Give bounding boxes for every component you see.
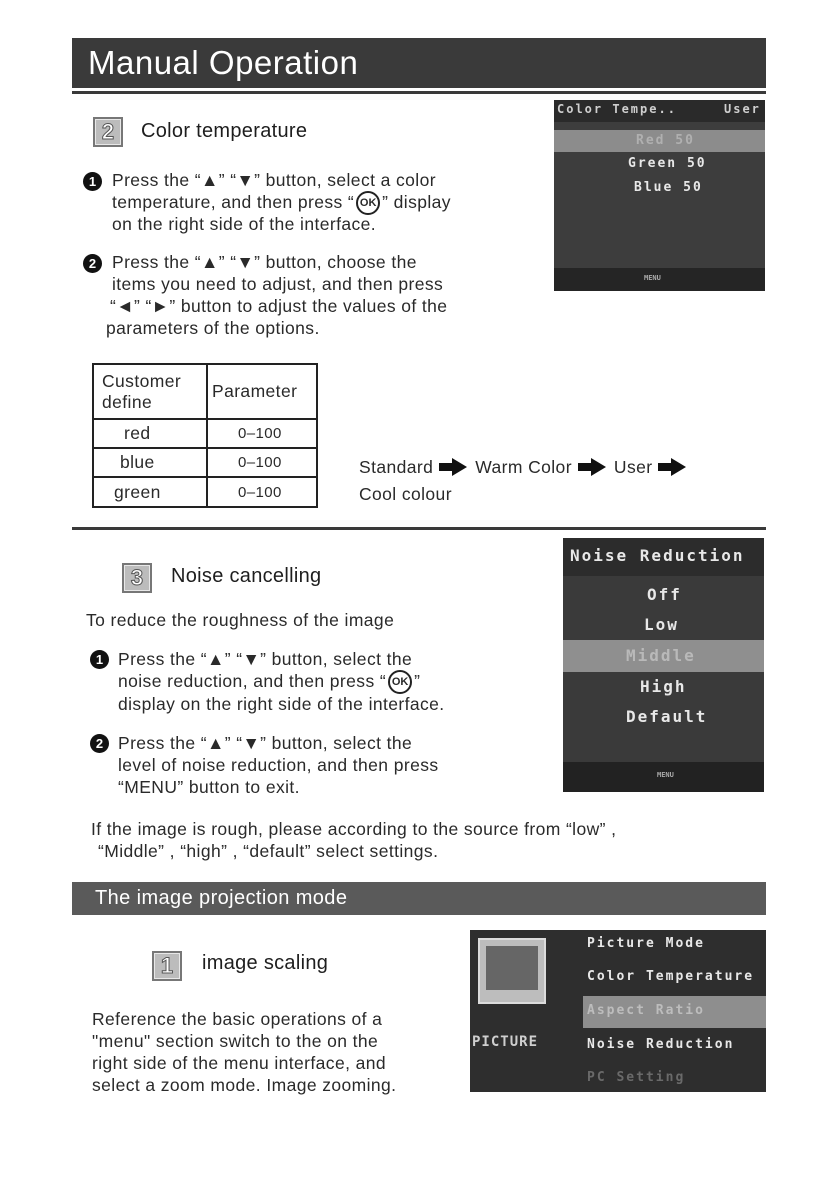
table-row: [93, 419, 317, 448]
arrow-right-icon: [658, 458, 686, 476]
noise-step1-line3: display on the right side of the interface.: [118, 694, 445, 714]
noise-note-line1: If the image is rough, please according to the source from “low” ,: [91, 819, 617, 839]
osd-item-picture-mode: Picture Mode: [587, 936, 705, 951]
osd-item-off: Off: [647, 585, 682, 604]
step1-line1: Press the “▲” “▼” button, select a color: [112, 170, 436, 190]
color-mode-cycle: [359, 456, 694, 479]
noise-step1-line2-end: ”: [414, 671, 421, 691]
osd-item-high: High: [640, 677, 687, 696]
table-row: [93, 477, 317, 507]
osd-item-low: Low: [644, 615, 679, 634]
osd-title-left: Color Tempe..: [557, 102, 677, 116]
scaling-body-line4: select a zoom mode. Image zooming.: [92, 1075, 397, 1095]
table-cell-name: red: [93, 419, 207, 448]
noise-step2-line1: Press the “▲” “▼” button, select the: [118, 733, 413, 753]
table-cell-value: 0–100: [207, 419, 317, 448]
table-cell-value: 0–100: [207, 477, 317, 507]
ok-button-icon: OK: [356, 191, 380, 215]
customer-define-table: [92, 363, 318, 508]
step2-line3: “◄” “►” button to adjust the values of the: [110, 296, 448, 316]
step-bullet-1: 1: [90, 650, 109, 669]
table-header-customer-define: Customer define: [93, 364, 207, 419]
noise-step2-line3: “MENU” button to exit.: [118, 777, 300, 797]
noise-reduction-osd-photo: [563, 538, 764, 792]
noise-step1-line2: [118, 670, 420, 694]
osd-item-red: Red 50: [636, 133, 695, 148]
osd-item-aspect-ratio: Aspect Ratio: [587, 1003, 705, 1018]
step-bullet-2: 2: [90, 734, 109, 753]
step2-line2: items you need to adjust, and then press: [112, 274, 444, 294]
cycle-warm-color: Warm Color: [475, 457, 572, 477]
osd-item-blue: Blue 50: [634, 180, 703, 195]
section-number-badge: 1: [152, 951, 182, 981]
osd-item-default: Default: [626, 707, 708, 726]
section-title-color-temperature: Color temperature: [141, 120, 308, 142]
scaling-body-line3: right side of the menu interface, and: [92, 1053, 386, 1073]
step-bullet-2: 2: [83, 254, 102, 273]
noise-note-line2: “Middle” , “high” , “default” select settings.: [98, 841, 439, 861]
step2-line4: parameters of the options.: [106, 318, 320, 338]
osd-item-green: Green 50: [628, 156, 707, 171]
osd-footer-menu: MENU: [657, 771, 674, 779]
cycle-cool-colour: Cool colour: [359, 484, 452, 504]
scaling-body-line2: "menu" section switch to the on the: [92, 1031, 379, 1051]
section-title-noise-cancelling: Noise cancelling: [171, 565, 322, 587]
cycle-user: User: [613, 457, 653, 477]
ok-button-icon: OK: [388, 670, 412, 694]
scaling-body-line1: Reference the basic operations of a: [92, 1009, 383, 1029]
header-rule: [72, 91, 766, 94]
noise-step1-line2-start: noise reduction, and then press “: [118, 671, 387, 691]
step1-line2-end: ” display: [382, 192, 451, 212]
osd-side-label: PICTURE: [472, 1034, 539, 1050]
osd-item-middle: Middle: [626, 646, 696, 665]
arrow-right-icon: [578, 458, 606, 476]
projection-mode-bar: The image projection mode: [72, 882, 766, 915]
table-cell-value: 0–100: [207, 448, 317, 477]
noise-intro: To reduce the roughness of the image: [86, 610, 395, 630]
step1-line3: on the right side of the interface.: [112, 214, 377, 234]
osd-title-right: User: [724, 102, 761, 116]
tv-icon: [478, 938, 546, 1004]
table-row: [93, 448, 317, 477]
step1-line2: [112, 191, 451, 215]
section-number-badge: 3: [122, 563, 152, 593]
table-cell-name: green: [93, 477, 207, 507]
cycle-standard: Standard: [359, 457, 434, 477]
noise-step2-line2: level of noise reduction, and then press: [118, 755, 439, 775]
osd-item-color-temperature: Color Temperature: [587, 969, 755, 984]
picture-menu-osd-photo: [470, 930, 766, 1092]
osd-footer-menu: MENU: [644, 274, 661, 282]
osd-item-pc-setting: PC Setting: [587, 1070, 686, 1085]
arrow-right-icon: [439, 458, 467, 476]
page-title: Manual Operation: [72, 38, 766, 88]
step2-line1: Press the “▲” “▼” button, choose the: [112, 252, 417, 272]
osd-item-noise-reduction: Noise Reduction: [587, 1037, 735, 1052]
table-cell-name: blue: [93, 448, 207, 477]
section-number-badge: 2: [93, 117, 123, 147]
step-bullet-1: 1: [83, 172, 102, 191]
osd-title: Noise Reduction: [570, 546, 745, 565]
step1-line2-start: temperature, and then press “: [112, 192, 355, 212]
noise-step1-line1: Press the “▲” “▼” button, select the: [118, 649, 413, 669]
color-temperature-osd-photo: [554, 100, 765, 291]
section-title-image-scaling: image scaling: [202, 952, 329, 974]
section-divider: [72, 527, 766, 530]
table-header-parameter: Parameter: [207, 364, 317, 419]
